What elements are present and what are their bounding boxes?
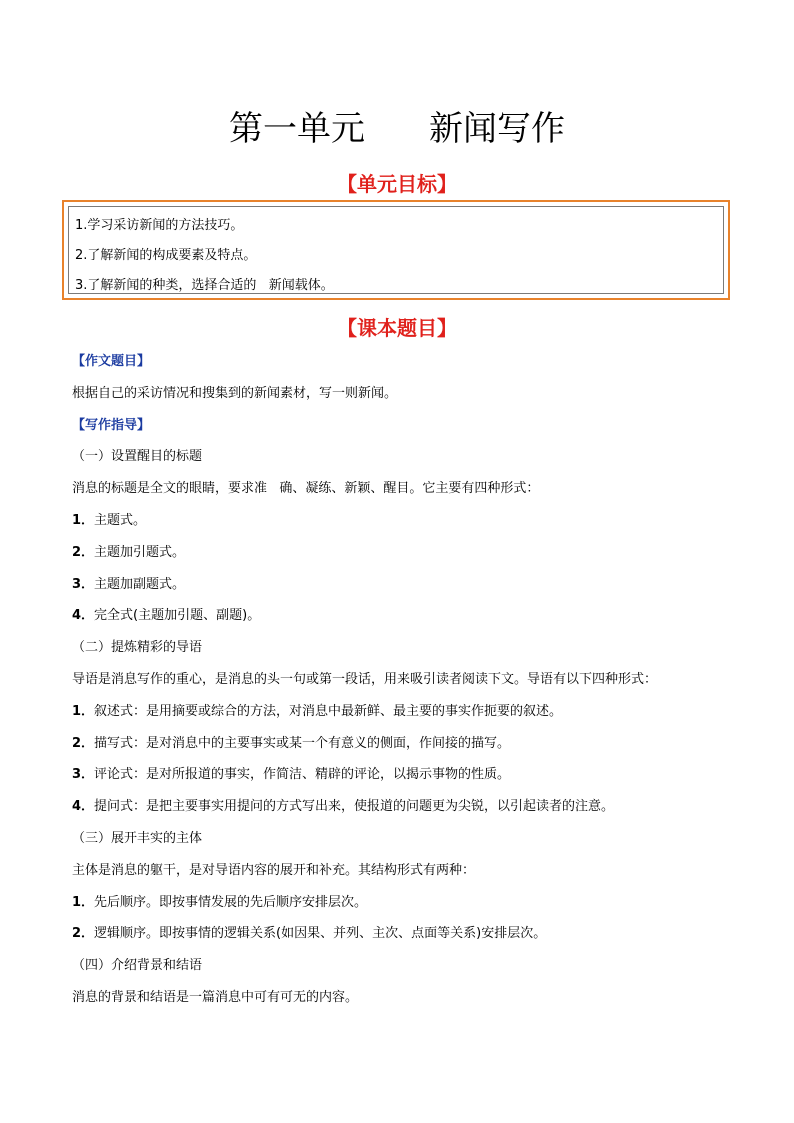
list-text: 提问式：是把主要事实用提问的方式写出来，使报道的问题更为尖锐，以引起读者的注意。 [94, 799, 615, 815]
essay-topic-tag: 【作文题目】 [72, 354, 151, 369]
list-text: 先后顺序。即按事情发展的先后顺序安排层次。 [94, 894, 368, 910]
goal-item: 1.学习采访新闻的方法技巧。 [75, 218, 244, 233]
list-item [72, 537, 732, 569]
list-text: 评论式：是对所报道的事实，作简洁、精辟的评论，以揭示事物的性质。 [94, 767, 511, 783]
title-unit: 第一单元 [229, 109, 365, 149]
list-text: 叙述式：是用摘要或综合的方法，对消息中最新鲜、最主要的事实作扼要的叙述。 [94, 703, 563, 719]
list-text: 逻辑顺序。即按事情的逻辑关系(如因果、并列、主次、点面等关系)安排层次。 [94, 926, 547, 942]
title-topic: 新闻写作 [429, 109, 565, 149]
section-intro: 消息的标题是全文的眼睛，要求准 确、凝练、新颖、醒目。它主要有四种形式： [72, 481, 540, 497]
list-item [72, 569, 732, 601]
section-intro: 导语是消息写作的重心，是消息的头一句或第一段话，用来吸引读者阅读下文。导语有以下四种形式： [72, 671, 658, 687]
section-intro: 主体是消息的躯干，是对导语内容的展开和补充。其结构形式有两种： [72, 862, 476, 878]
section-title: （一）设置醒目的标题 [72, 449, 203, 465]
writing-guide-tag: 【写作指导】 [72, 417, 151, 433]
section-title: （二）提炼精彩的导语 [72, 640, 203, 656]
section-intro: 消息的背景和结语是一篇消息中可有可无的内容。 [72, 989, 359, 1005]
list-text: 完全式(主题加引题、副题)。 [94, 608, 261, 624]
body-content [72, 346, 732, 1014]
list-text: 主题式。 [94, 512, 147, 528]
goal-item: 2.了解新闻的构成要素及特点。 [75, 248, 257, 263]
list-text: 主题加引题式。 [94, 544, 186, 560]
goal-item: 3.了解新闻的种类，选择合适的 新闻载体。 [75, 278, 334, 293]
list-number: 3． [72, 576, 95, 592]
list-item [72, 505, 732, 537]
section-title: （三）展开丰实的主体 [72, 830, 203, 846]
list-number: 3． [72, 767, 95, 783]
list-item [72, 918, 732, 950]
list-number: 1． [72, 703, 95, 719]
list-item [72, 791, 732, 823]
textbook-topic-heading: 【课本题目】 [337, 316, 457, 340]
list-number: 2． [72, 926, 95, 942]
list-item [72, 600, 732, 632]
essay-topic-text: 根据自己的采访情况和搜集到的新闻素材，写一则新闻。 [72, 385, 398, 401]
list-text: 描写式：是对消息中的主要事实或某一个有意义的侧面，作间接的描写。 [94, 735, 511, 751]
unit-goals-inner-frame [68, 206, 724, 294]
list-number: 2． [72, 735, 95, 751]
list-number: 4． [72, 799, 95, 815]
list-item [72, 728, 732, 760]
list-item [72, 759, 732, 791]
list-number: 1． [72, 894, 95, 910]
list-text: 主题加副题式。 [94, 576, 186, 592]
list-item [72, 887, 732, 919]
list-number: 2． [72, 544, 95, 560]
section-title: （四）介绍背景和结语 [72, 958, 203, 974]
list-number: 1． [72, 512, 95, 528]
page-title [0, 106, 794, 152]
list-item [72, 696, 732, 728]
list-number: 4． [72, 608, 95, 624]
unit-goals-box [62, 200, 730, 300]
unit-goals-heading: 【单元目标】 [337, 172, 457, 196]
